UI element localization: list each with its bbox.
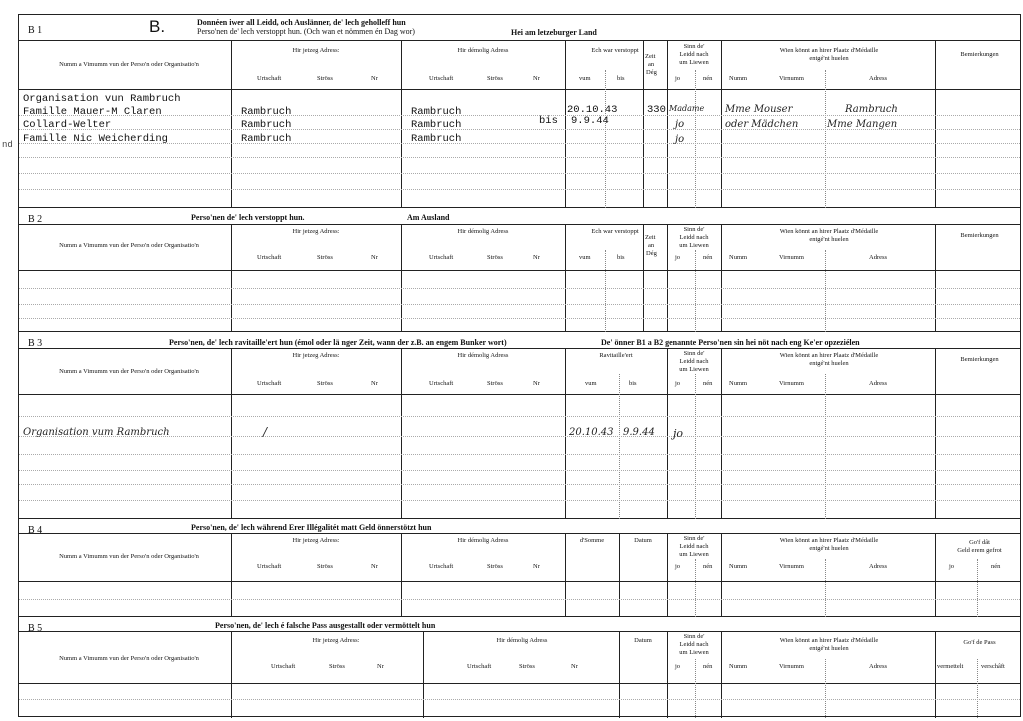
col-alive-header-1: Sinn de': [683, 633, 705, 640]
col-to-header: bis: [617, 75, 625, 82]
col-town-header: Urtschaft: [271, 663, 296, 670]
col-no-header: nén: [703, 254, 713, 261]
col-town-header: Urtschaft: [257, 254, 282, 261]
col-no-header: nén: [991, 563, 1001, 570]
col-alive-header-1: Sinn de': [683, 350, 705, 357]
col-name-header: Numm a Vimumm vun der Perso'n oder Organisatio'n: [59, 242, 199, 249]
col-alive-header-3: um Liewen: [679, 649, 709, 656]
col-days-header-1: Zeit: [645, 53, 656, 60]
b1-row-name: Famille Nic Weicherding: [23, 133, 168, 145]
col-street-header: Ströss: [317, 563, 333, 570]
col-from-header: vum: [579, 75, 591, 82]
col-supplied-header: Ravitaille'ert: [599, 352, 633, 359]
col-current-address-header: Hir jetzeg Adress:: [292, 47, 340, 54]
col-name-header: Numm a Vimumm vun der Perso'n oder Organisatio'n: [59, 655, 199, 662]
col-current-address-header: Hir jetzeg Adress:: [292, 352, 340, 359]
section-title: Donnéen iwer all Leidd, och Auslänner, de' lech geholleff hun: [197, 18, 406, 27]
col-medal-header-1: Wien könnt an hirer Plaatz d'Médaille: [779, 228, 879, 235]
col-alive-header-3: um Liewen: [679, 242, 709, 249]
col-no-header: nén: [703, 75, 713, 82]
col-name-header: Numm a Vimumm vun der Perso'n oder Organisatio'n: [59, 553, 199, 560]
col-medal-header-1: Wien könnt an hirer Plaatz d'Médaille: [779, 352, 879, 359]
col-name-header: Numm a Vimumm vun der Perso'n oder Organisatio'n: [59, 61, 199, 68]
col-days-header-2: an: [648, 61, 655, 68]
col-firstname-header: Virnumm: [779, 563, 804, 570]
b3-row-alive: jo: [673, 427, 684, 440]
b1-row-name: Collard-Welter: [23, 119, 112, 131]
section-title-right: De' önner B1 a B2 genannte Perso'nen sin hei nöt nach eng Ke'er opzeziélen: [601, 338, 860, 347]
section-b2: [19, 208, 1020, 332]
col-street-header: Ströss: [487, 380, 503, 387]
col-town-header: Urtschaft: [257, 75, 282, 82]
col-alive-header-3: um Liewen: [679, 59, 709, 66]
b1-row-medal-address: Rambruch: [845, 104, 898, 115]
col-obtained-header: verschâft: [981, 663, 1005, 670]
col-nr-header: Nr: [533, 75, 540, 82]
col-medal-header-2: entgé'nt huelen: [809, 545, 849, 552]
col-days-header-1: Zeit: [645, 234, 656, 241]
col-alive-header-2: Leidd nach: [679, 51, 709, 58]
col-street-header: Ströss: [487, 75, 503, 82]
col-address-header: Adress: [869, 75, 888, 82]
section-label: B 3: [28, 338, 43, 349]
col-nr-header: Nr: [533, 254, 540, 261]
col-nr-header: Nr: [571, 663, 578, 670]
section-title: Perso'nen, de' lech é falsche Pass ausgestallt oder vermöttelt hun: [215, 621, 436, 630]
col-alive-header-2: Leidd nach: [679, 543, 709, 550]
col-alive-header-1: Sinn de': [683, 43, 705, 50]
col-medal-header-1: Wien könnt an hirer Plaatz d'Médaille: [779, 637, 879, 644]
col-medal-header-2: entgé'nt huelen: [809, 236, 849, 243]
form-letter: B.: [149, 17, 166, 36]
col-nr-header: Nr: [371, 563, 378, 570]
col-yes-header: jo: [675, 563, 681, 570]
col-date-header: Datum: [634, 637, 652, 644]
col-former-address-header: Hir démolig Adress: [457, 537, 509, 544]
col-yes-header: jo: [675, 254, 681, 261]
col-alive-header-3: um Liewen: [679, 551, 709, 558]
col-street-header: Ströss: [317, 380, 333, 387]
b1-row-medal-name: Mme Mouser: [725, 104, 793, 115]
col-town-header: Urtschaft: [429, 254, 454, 261]
col-medal-header-2: entgé'nt huelen: [809, 645, 849, 652]
b1-row-town: Rambruch: [241, 119, 292, 131]
b1-row-from: 20.10.43: [567, 104, 618, 116]
col-former-address-header: Hir démolig Adress: [457, 352, 509, 359]
col-street-header: Ströss: [329, 663, 345, 670]
section-label: B 1: [28, 25, 43, 36]
col-passes-header: Go'f de Pass: [963, 639, 996, 646]
section-label: B 5: [28, 623, 43, 634]
b1-row-alive: jo: [675, 134, 685, 145]
col-no-header: nén: [703, 563, 713, 570]
col-alive-header-1: Sinn de': [683, 535, 705, 542]
col-former-address-header: Hir démolig Adress: [457, 228, 509, 235]
col-days-header-3: Dég: [646, 250, 657, 257]
col-from-header: vum: [585, 380, 597, 387]
col-nr-header: Nr: [371, 380, 378, 387]
col-town-header: Urtschaft: [467, 663, 492, 670]
b1-row-alive: Madame: [669, 104, 705, 113]
col-days-header-3: Dég: [646, 69, 657, 76]
col-address-header: Adress: [869, 563, 888, 570]
b3-row-town: /: [263, 425, 268, 439]
section-title-right: Am Ausland: [407, 213, 450, 222]
section-b5: [19, 617, 1020, 718]
col-hidden-header: Ech war verstoppt: [591, 228, 639, 235]
col-street-header: Ströss: [487, 563, 503, 570]
col-firstname-header: Virnumm: [779, 75, 804, 82]
col-sum-header: d'Somme: [579, 537, 605, 544]
col-town-header: Urtschaft: [429, 75, 454, 82]
section-label: B 4: [28, 525, 43, 536]
col-current-address-header: Hir jetzeg Adress:: [292, 537, 340, 544]
col-firstname-header: Virnumm: [779, 663, 804, 670]
col-medal-header-1: Wien könnt an hirer Plaatz d'Médaille: [779, 47, 879, 54]
col-remarks-header: Bemierkungen: [960, 356, 999, 363]
col-alive-header-2: Leidd nach: [679, 358, 709, 365]
b1-row-alive: jo: [675, 119, 685, 130]
col-address-header: Adress: [869, 663, 888, 670]
resistance-form: [18, 14, 1021, 717]
col-yes-header: jo: [675, 75, 681, 82]
col-town-header: Urtschaft: [429, 380, 454, 387]
col-alive-header-1: Sinn de': [683, 226, 705, 233]
col-days-header-2: an: [648, 242, 655, 249]
b1-row-name: Famille Mauer-M Claren: [23, 106, 162, 118]
col-surname-header: Numm: [729, 75, 748, 82]
b1-row-town: Rambruch: [241, 133, 292, 145]
section-label: B 2: [28, 214, 43, 225]
col-address-header: Adress: [869, 254, 888, 261]
b1-row-name: Organisation vun Rambruch: [23, 93, 181, 105]
col-to-header: bis: [629, 380, 637, 387]
col-medal-header-1: Wien könnt an hirer Plaatz d'Médaille: [779, 537, 879, 544]
section-title: Perso'nen, de' lech während Erer Illégalitét matt Geld önnerstötzt hun: [191, 523, 432, 532]
b3-row-name: Organisation vum Rambruch: [23, 427, 170, 438]
col-former-address-header: Hir démolig Adress: [496, 637, 548, 644]
b3-row-from: 20.10.43: [569, 427, 614, 438]
col-town-header: Urtschaft: [257, 380, 282, 387]
col-nr-header: Nr: [371, 254, 378, 261]
margin-fragment: nd: [2, 140, 13, 150]
col-no-header: nén: [703, 380, 713, 387]
col-firstname-header: Virnumm: [779, 380, 804, 387]
col-no-header: nén: [703, 663, 713, 670]
col-yes-header: jo: [675, 663, 681, 670]
col-nr-header: Nr: [533, 380, 540, 387]
col-alive-header-2: Leidd nach: [679, 234, 709, 241]
section-subtitle-right: Hei am letzeburger Land: [511, 28, 597, 37]
col-surname-header: Numm: [729, 254, 748, 261]
b1-row-medal-first: Mme Mangen: [827, 119, 898, 130]
b1-row-former: Rambruch: [411, 133, 462, 145]
col-current-address-header: Hir jetzeg Adress:: [292, 228, 340, 235]
col-to-header: bis: [617, 254, 625, 261]
section-b4: [19, 519, 1020, 617]
b1-row-medal-name: oder Mädchen: [725, 119, 799, 130]
col-alive-header-3: um Liewen: [679, 366, 709, 373]
b1-row-to: 9.9.44: [571, 115, 609, 127]
col-from-header: vum: [579, 254, 591, 261]
col-street-header: Ströss: [317, 254, 333, 261]
col-yes-header: jo: [675, 380, 681, 387]
col-money-header-1: Go'f dât: [969, 539, 990, 546]
col-street-header: Ströss: [487, 254, 503, 261]
col-former-address-header: Hir démolig Adress: [457, 47, 509, 54]
col-remarks-header: Bemierkungen: [960, 51, 999, 58]
col-current-address-header: Hir jetzeg Adress:: [312, 637, 360, 644]
col-address-header: Adress: [869, 380, 888, 387]
col-name-header: Numm a Vimumm vun der Perso'n oder Organisatio'n: [59, 368, 199, 375]
section-title: Perso'nen, de' lech ravitaille'ert hun (émol oder lä nger Zeit, wann der z.B. an engem Bunker wort): [169, 338, 507, 347]
col-nr-header: Nr: [371, 75, 378, 82]
b1-row-bis: bis: [539, 115, 558, 127]
col-town-header: Urtschaft: [257, 563, 282, 570]
col-yes-header: jo: [949, 563, 955, 570]
col-surname-header: Numm: [729, 380, 748, 387]
col-surname-header: Numm: [729, 563, 748, 570]
b1-row-former: Rambruch: [411, 106, 462, 118]
section-subtitle: Perso'nen de' lech verstoppt hun. (Och wan et nömmen én Dag wor): [197, 27, 415, 36]
col-date-header: Datum: [634, 537, 652, 544]
b3-row-to: 9.9.44: [623, 427, 655, 438]
col-medal-header-2: entgé'nt huelen: [809, 55, 849, 62]
col-firstname-header: Virnumm: [779, 254, 804, 261]
col-money-header-2: Geld erem gefrot: [957, 547, 1002, 554]
b1-row-days: 330: [647, 104, 666, 116]
section-title: Perso'nen de' lech verstoppt hun.: [191, 213, 305, 222]
col-medal-header-2: entgé'nt huelen: [809, 360, 849, 367]
col-issued-header: vermettelt: [937, 663, 964, 670]
col-hidden-header: Ech war verstoppt: [591, 47, 639, 54]
col-remarks-header: Bemierkungen: [960, 232, 999, 239]
b1-row-former: Rambruch: [411, 119, 462, 131]
section-b1: [19, 15, 1020, 208]
col-nr-header: Nr: [377, 663, 384, 670]
col-surname-header: Numm: [729, 663, 748, 670]
col-street-header: Ströss: [519, 663, 535, 670]
col-alive-header-2: Leidd nach: [679, 641, 709, 648]
col-town-header: Urtschaft: [429, 563, 454, 570]
col-street-header: Ströss: [317, 75, 333, 82]
b1-row-town: Rambruch: [241, 106, 292, 118]
col-nr-header: Nr: [533, 563, 540, 570]
section-b3: [19, 332, 1020, 519]
